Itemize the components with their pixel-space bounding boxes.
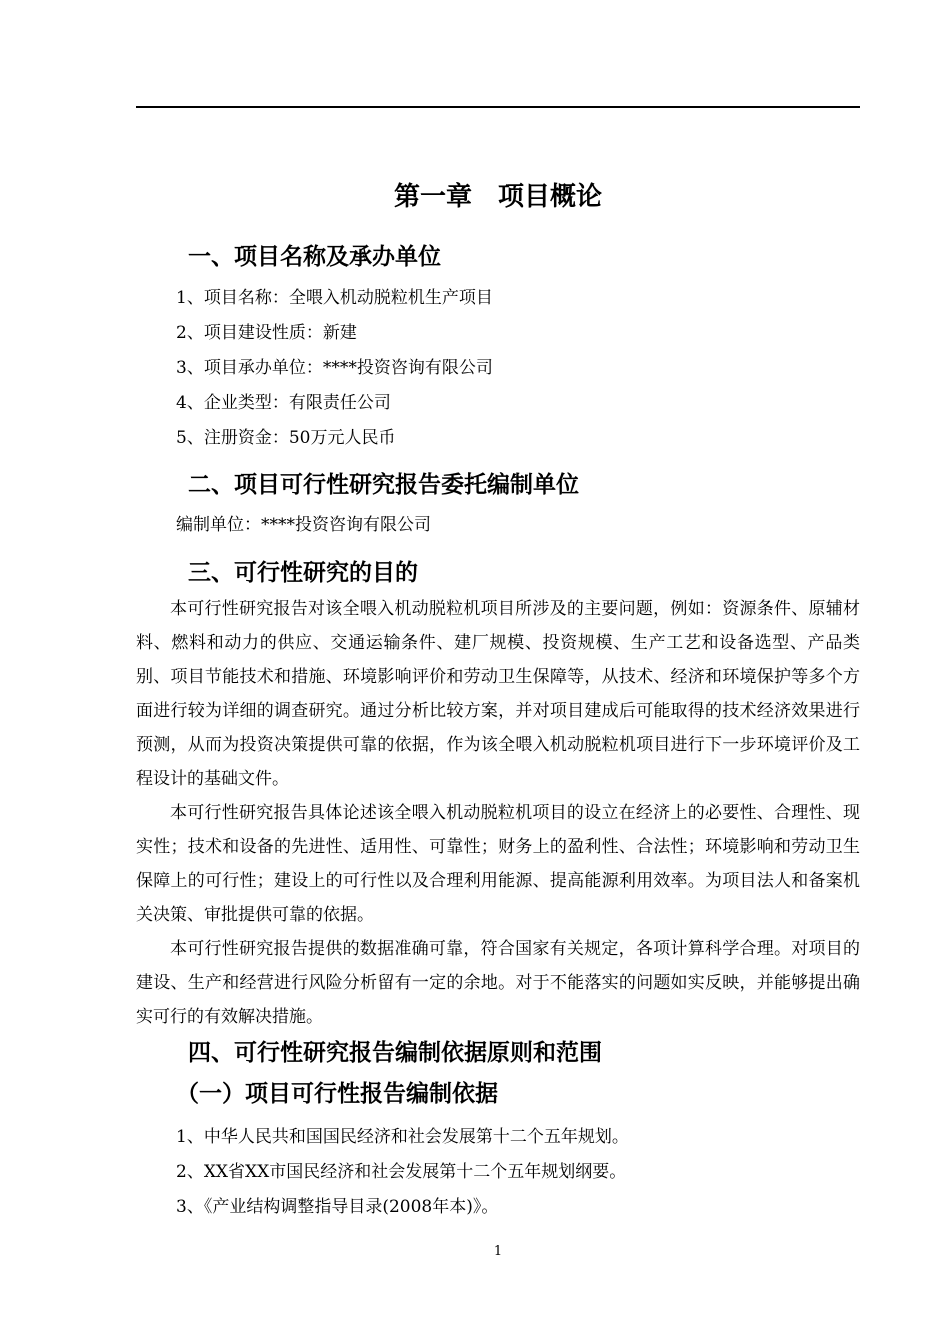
section3-paragraph: 本可行性研究报告提供的数据准确可靠，符合国家有关规定，各项计算科学合理。对项目的建设、生产和经营进行风险分析留有一定的余地。对于不能落实的问题如实反映，并能够提出确实可行的有效解决措施。 xyxy=(136,939,860,1027)
section1-item: 2、项目建设性质：新建 xyxy=(176,323,357,343)
header-rule xyxy=(136,106,860,108)
section4-subheading: （一）项目可行性报告编制依据 xyxy=(176,1080,498,1107)
chapter-title: 第一章 项目概论 xyxy=(393,182,602,212)
section4-item: 2、XX省XX市国民经济和社会发展第十二个五年规划纲要。 xyxy=(176,1162,627,1182)
section4-heading: 四、可行性研究报告编制依据原则和范围 xyxy=(188,1039,602,1066)
section1-heading: 一、项目名称及承办单位 xyxy=(188,243,441,270)
section2-text: 编制单位：****投资咨询有限公司 xyxy=(176,515,431,535)
section1-item: 3、项目承办单位：****投资咨询有限公司 xyxy=(176,358,493,378)
section4-item: 3、《产业结构调整指导目录(2008年本)》。 xyxy=(176,1197,499,1217)
section1-item: 1、项目名称：全喂入机动脱粒机生产项目 xyxy=(176,288,493,308)
section4-item: 1、中华人民共和国国民经济和社会发展第十二个五年规划。 xyxy=(176,1127,629,1147)
section1-item: 5、注册资金：50万元人民币 xyxy=(176,428,396,448)
page-number: 1 xyxy=(493,1244,503,1259)
section2-heading: 二、项目可行性研究报告委托编制单位 xyxy=(188,471,579,498)
section3-heading: 三、可行性研究的目的 xyxy=(188,559,418,586)
section1-item: 4、企业类型：有限责任公司 xyxy=(176,393,391,413)
section3-paragraph: 本可行性研究报告对该全喂入机动脱粒机项目所涉及的主要问题，例如：资源条件、原辅材料、燃料和动力的供应、交通运输条件、建厂规模、投资规模、生产工艺和设备选型、产品类别、项目节能技术和措施、环境影响评价和劳动卫生保障等，从技术、经济和环境保护等多个方面进行较为详细的调查研究。通过分析比较方案，并对项目建成后可能取得的技术经济效果进行预测，从而为投资决策提供可靠的依据，作为该全喂入机动脱粒机项目进行下一步环境评价及工程设计的基础文件。 xyxy=(136,599,860,789)
section3-paragraph: 本可行性研究报告具体论述该全喂入机动脱粒机项目的设立在经济上的必要性、合理性、现实性；技术和设备的先进性、适用性、可靠性；财务上的盈利性、合法性；环境影响和劳动卫生保障上的可行性；建设上的可行性以及合理利用能源、提高能源利用效率。为项目法人和备案机关决策、审批提供可靠的依据。 xyxy=(136,803,860,925)
